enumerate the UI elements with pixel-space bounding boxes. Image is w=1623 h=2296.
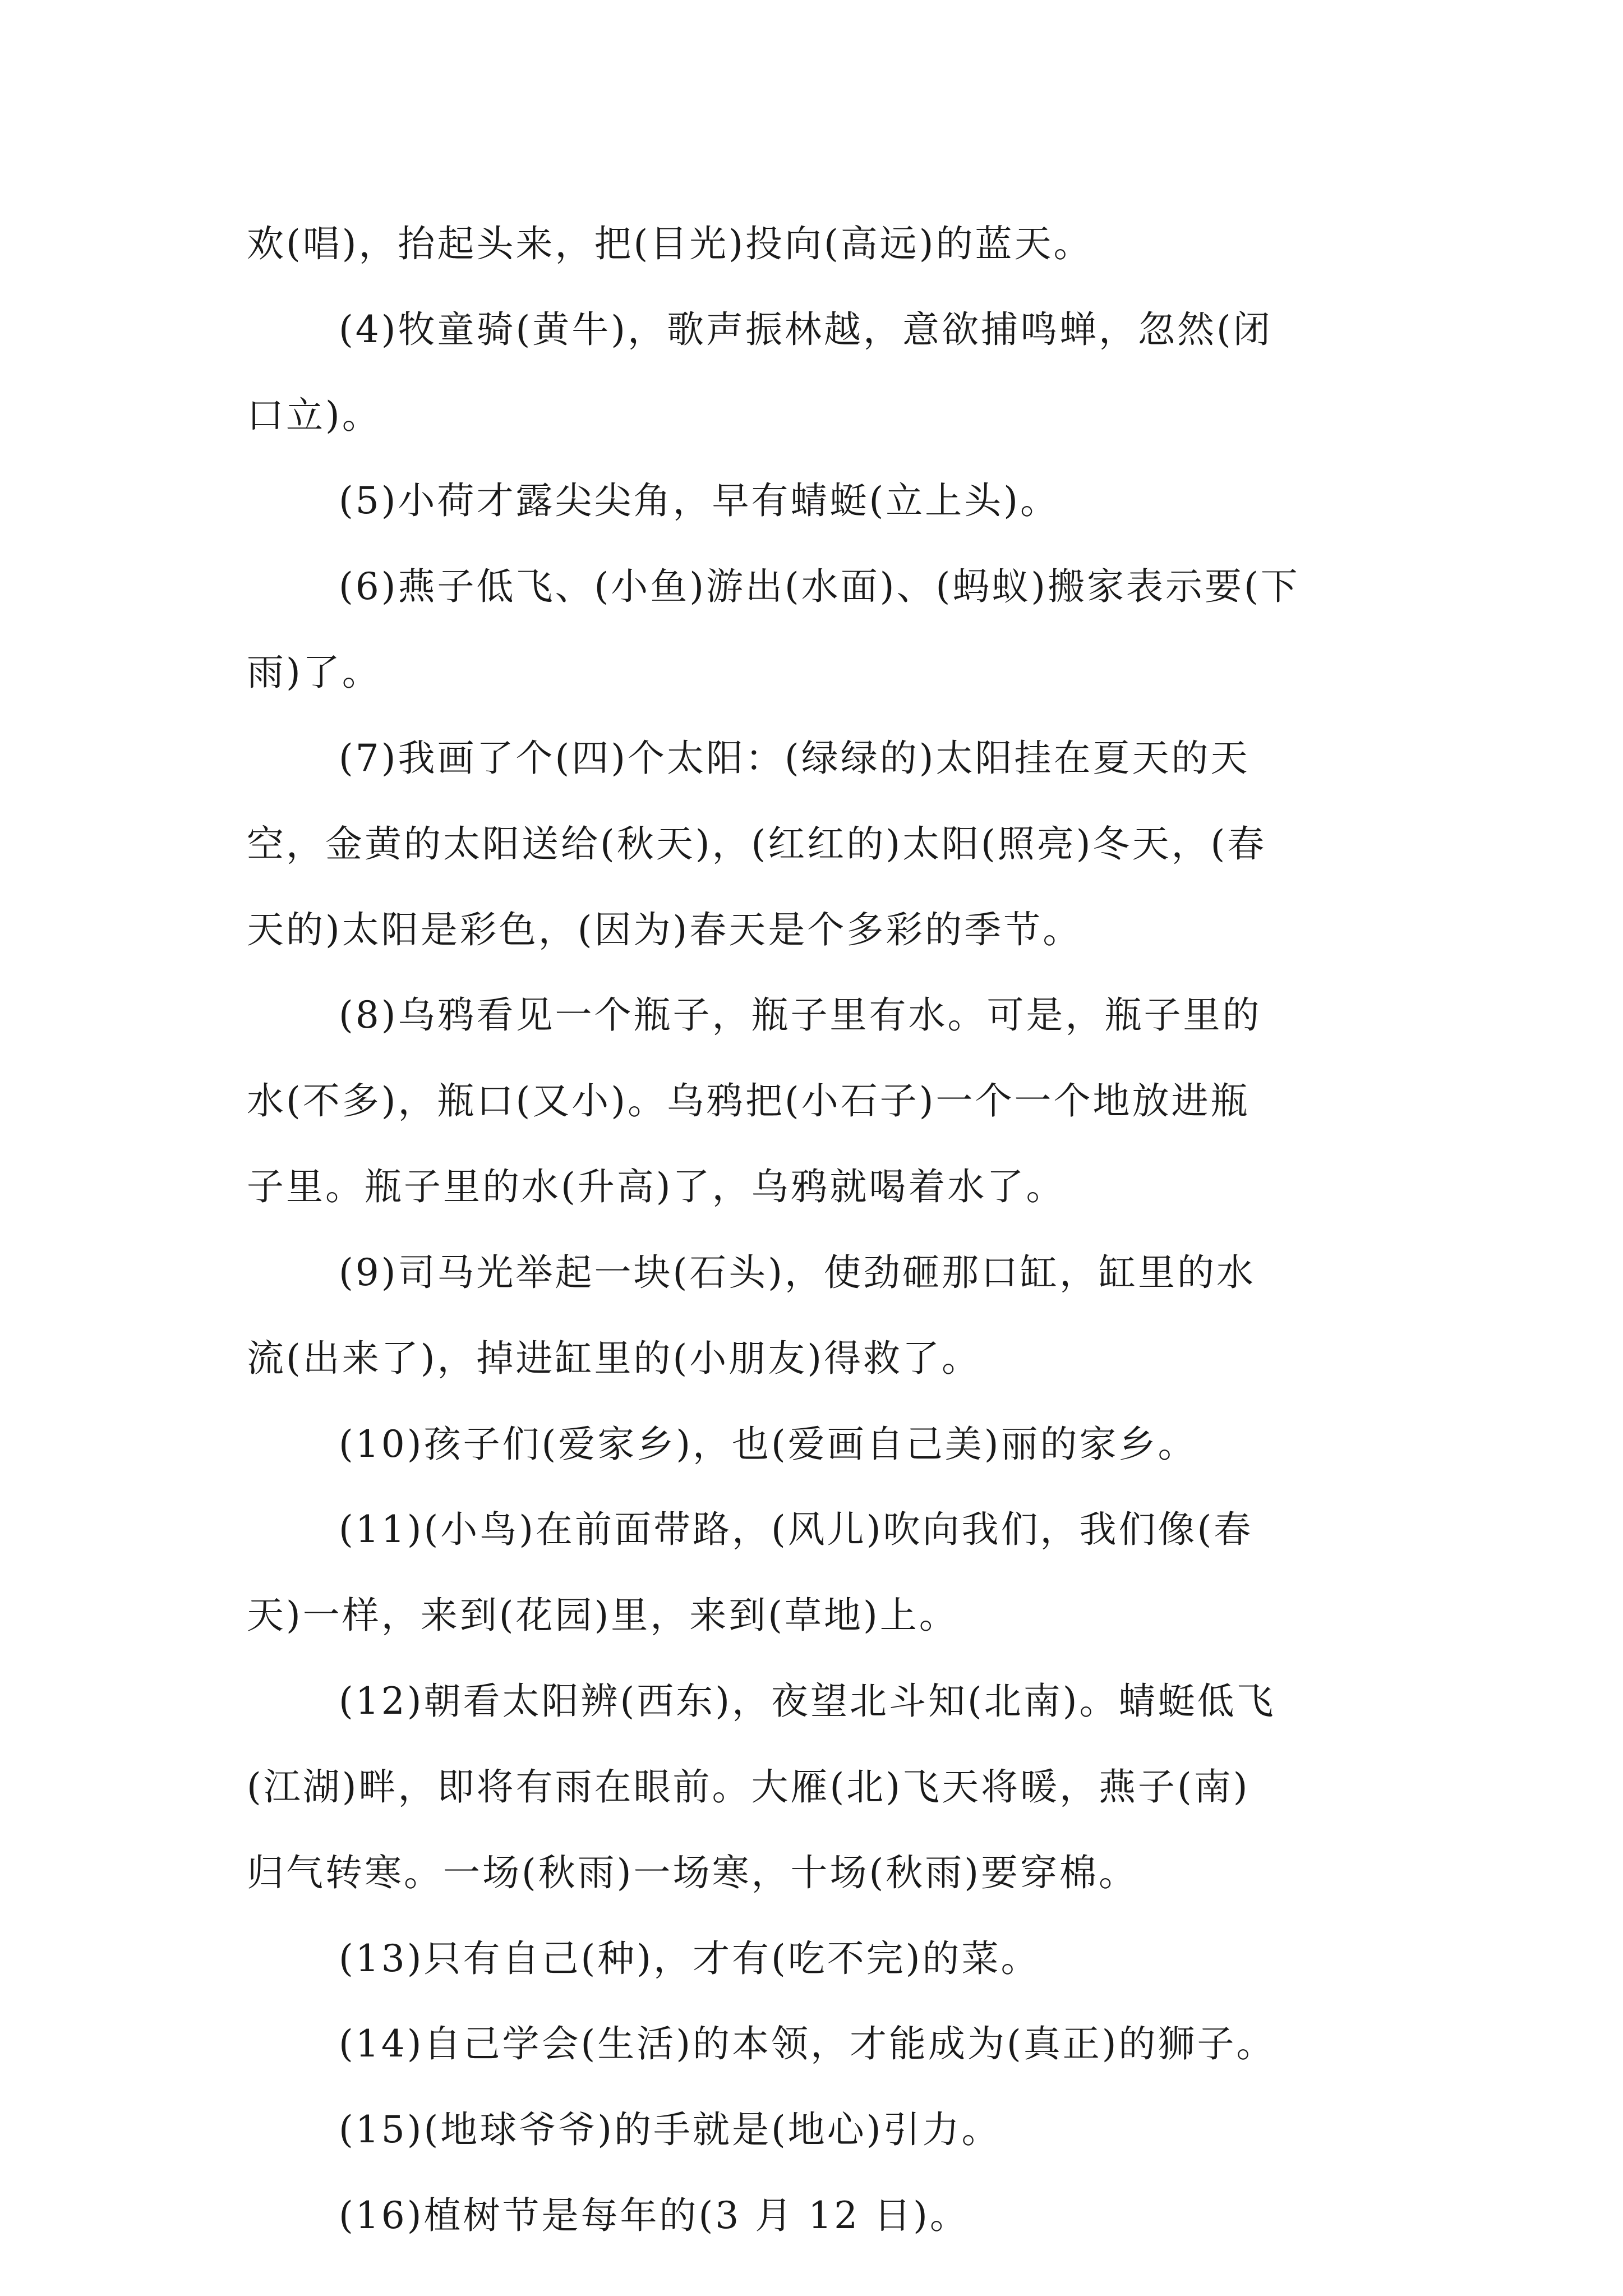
text-line: (7)我画了个(四)个太阳：(绿绿的)太阳挂在夏天的天 (339, 737, 1250, 780)
text-line: (15)(地球爷爷)的手就是(地心)引力。 (339, 2108, 1001, 2151)
text-line: 流(出来了)，掉进缸里的(小朋友)得救了。 (247, 1337, 981, 1380)
text-line: (13)只有自己(种)，才有(吃不完)的菜。 (339, 1937, 1040, 1980)
text-line: 天的)太阳是彩色，(因为)春天是个多彩的季节。 (247, 908, 1082, 951)
text-line: (10)孩子们(爱家乡)，也(爱画自己美)丽的家乡。 (339, 1423, 1197, 1466)
text-line: (14)自己学会(生活)的本领，才能成为(真正)的狮子。 (339, 2022, 1276, 2065)
text-line: (12)朝看太阳辨(西东)，夜望北斗知(北南)。蜻蜓低飞 (339, 1680, 1276, 1723)
text-line: 空，金黄的太阳送给(秋天)，(红红的)太阳(照亮)冬天，(春 (247, 822, 1267, 866)
text-line: 归气转寒。一场(秋雨)一场寒，十场(秋雨)要穿棉。 (247, 1851, 1138, 1894)
text-line: 口立)。 (247, 394, 381, 437)
text-line: (江湖)畔，即将有雨在眼前。大雁(北)飞天将暖，燕子(南) (247, 1765, 1250, 1809)
text-line: 水(不多)，瓶口(又小)。乌鸦把(小石子)一个一个地放进瓶 (247, 1079, 1250, 1122)
text-line: (5)小荷才露尖尖角，早有蜻蜓(立上头)。 (339, 479, 1059, 522)
text-line: 子里。瓶子里的水(升高)了，乌鸦就喝着水了。 (247, 1165, 1066, 1208)
text-line: (8)乌鸦看见一个瓶子，瓶子里有水。可是，瓶子里的 (339, 993, 1262, 1037)
text-line: 天)一样，来到(花园)里，来到(草地)上。 (247, 1594, 958, 1637)
text-line: (4)牧童骑(黄牛)，歌声振林越，意欲捕鸣蝉，忽然(闭 (339, 308, 1272, 351)
text-line: 雨)了。 (247, 651, 381, 694)
text-line: 欢(唱)，抬起头来，把(目光)投向(高远)的蓝天。 (247, 222, 1093, 265)
text-line: (6)燕子低飞、(小鱼)游出(水面)、(蚂蚁)搬家表示要(下 (339, 565, 1300, 608)
text-line: (16)植树节是每年的(3 月 12 日)。 (339, 2194, 969, 2237)
text-line: (9)司马光举起一块(石头)，使劲砸那口缸，缸里的水 (339, 1251, 1256, 1294)
text-line: (11)(小鸟)在前面带路，(风儿)吹向我们，我们像(春 (339, 1508, 1253, 1551)
